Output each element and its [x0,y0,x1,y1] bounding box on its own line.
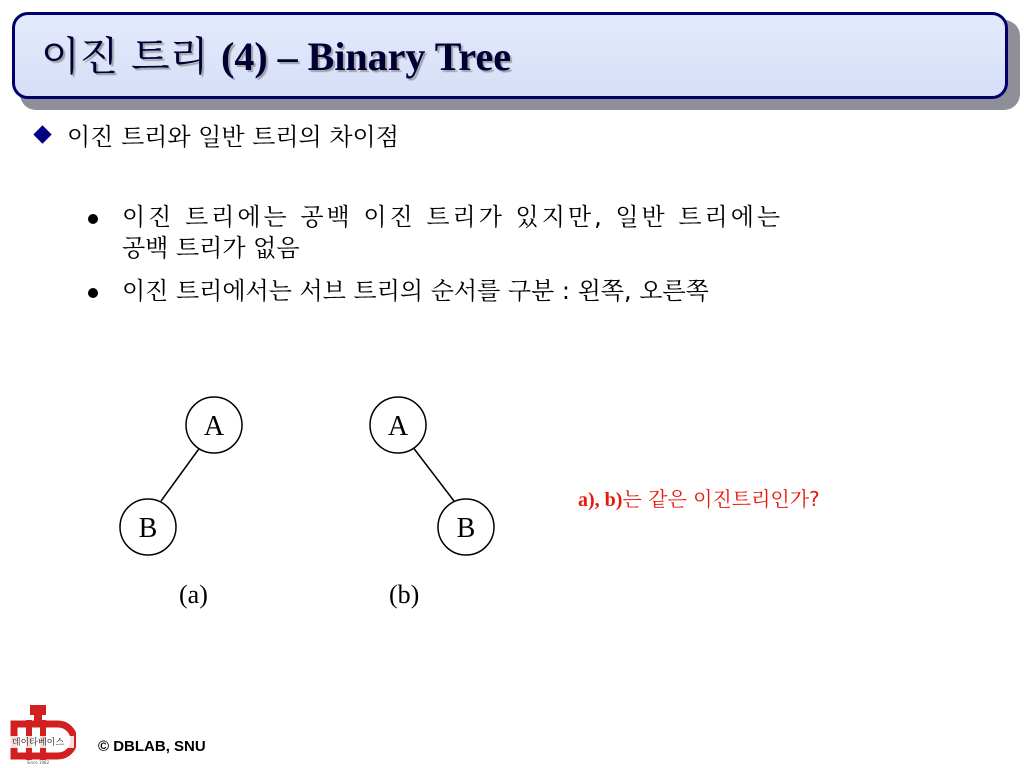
footer-copyright: © DBLAB, SNU [98,738,206,755]
sub-bullet-2-line1: 이진 트리에서는 서브 트리의 순서를 구분 : 왼쪽, 오른쪽 [122,277,709,305]
tree-a-root-label: A [203,411,225,442]
heading-text: 이진 트리와 일반 트리의 차이점 [67,122,399,151]
logo-since-text: Since 1982 [26,760,50,765]
slide-title-korean: 이진 트리 [41,34,209,80]
question-text: 는 같은 이진트리인가? [622,487,820,511]
question-prefix: a), b) [578,489,623,511]
tree-a-child-label: B [138,513,158,544]
tree-b-caption: (b) [389,580,420,609]
tree-b [370,397,494,555]
tree-a-edge [161,446,201,501]
tree-b-child-label: B [456,513,476,544]
tree-b-root-label: A [387,411,409,442]
dblab-logo [0,700,76,768]
logo-text: 데이타베이스 [11,738,65,748]
slide-title-english: (4) – Binary Tree [221,34,511,79]
tree-b-edge [412,446,454,501]
sub-bullet-1-line1: 이진 트리에는 공백 이진 트리가 있지만, 일반 트리에는 [122,203,784,231]
sub-bullet-1-line2: 공백 트리가 없음 [122,234,300,262]
tree-a-caption: (a) [179,580,208,609]
tree-a [120,397,242,555]
question-note [578,483,820,512]
